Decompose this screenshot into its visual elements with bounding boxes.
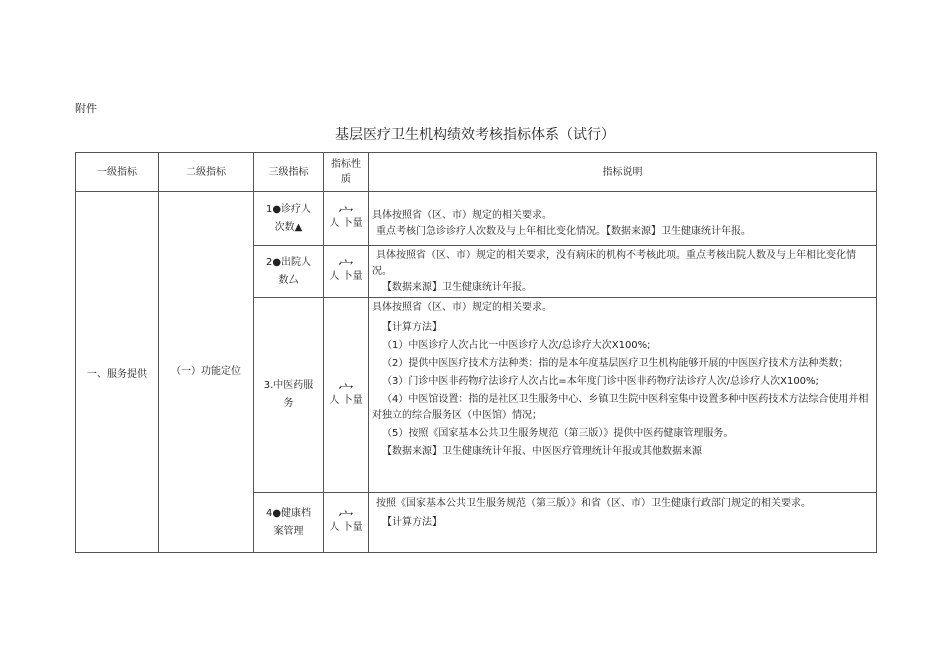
level1-cell: 一、服务提供 xyxy=(76,192,159,553)
column-header: 一级指标 xyxy=(76,153,159,192)
description-cell: 按照《国家基本公共卫生服务规范（第三版）》和省（区、市）卫生健康行政部门规定的相关要求。 【计算方法】 xyxy=(369,493,877,553)
level3-cell: 3.中医药服务 xyxy=(254,298,324,493)
quant-mark: 宀 人 卜量 xyxy=(324,493,369,553)
column-header: 二级指标 xyxy=(159,153,254,192)
quant-mark: 宀 人 卜量 xyxy=(324,246,369,298)
level2-cell: （一）功能定位 xyxy=(159,192,254,553)
column-header: 指标性质 xyxy=(324,153,369,192)
level3-cell: 4●健康档案管理 xyxy=(254,493,324,553)
document-title: 基层医疗卫生机构绩效考核指标体系（试行） xyxy=(335,127,615,143)
annex-label: 附件 xyxy=(75,102,97,115)
table-row xyxy=(76,192,877,246)
quant-mark: 宀 人 卜量 xyxy=(324,192,369,246)
column-header: 三级指标 xyxy=(254,153,324,192)
level3-cell: 1●诊疗人次数▲ xyxy=(254,192,324,246)
description-cell: 具体按照省（区、市）规定的相关要求。 重点考核门急诊诊疗人次数及与上年相比变化情况。【数据来源】卫生健康统计年报。 xyxy=(369,192,877,246)
level3-cell: 2●出院人数厶 xyxy=(254,246,324,298)
table-header-row xyxy=(76,153,877,192)
column-header: 指标说明 xyxy=(369,153,877,192)
description-cell: 具体按照省（区、市）规定的相关要求，没有病床的机构不考核此项。重点考核出院人数及与上年相比变化情况。 【数据来源】卫生健康统计年报。 xyxy=(369,246,877,298)
description-cell: 具体按照省（区、市）规定的相关要求。 【计算方法】 （1）中医诊疗人次占比一中医诊疗人次/总诊疗大次X100%; （2）提供中医医疗技术方法种类：指的是本年度基层医疗卫生机构能够开展的中医医疗技术方法种类数； （3）门诊中医非药物疗法诊疗人次占比=本年度门诊中医非药物疗法诊疗人次/总诊疗人次X100%; （4）中医馆设置：指的是社区卫生服务中心、乡镇卫生院中医科室集中设置多种中医药技术方法综合使用并相对独立的综合服务区（中医馆）情况； （5）按照《国家基本公共卫生服务规范（第三版）》提供中医药健康管理服务。 【数据来源】卫生健康统计年报、中医医疗管理统计年报或其他数据来源 xyxy=(369,298,877,493)
quant-mark: 宀 人 卜量 xyxy=(324,298,369,493)
indicator-table xyxy=(75,152,877,553)
